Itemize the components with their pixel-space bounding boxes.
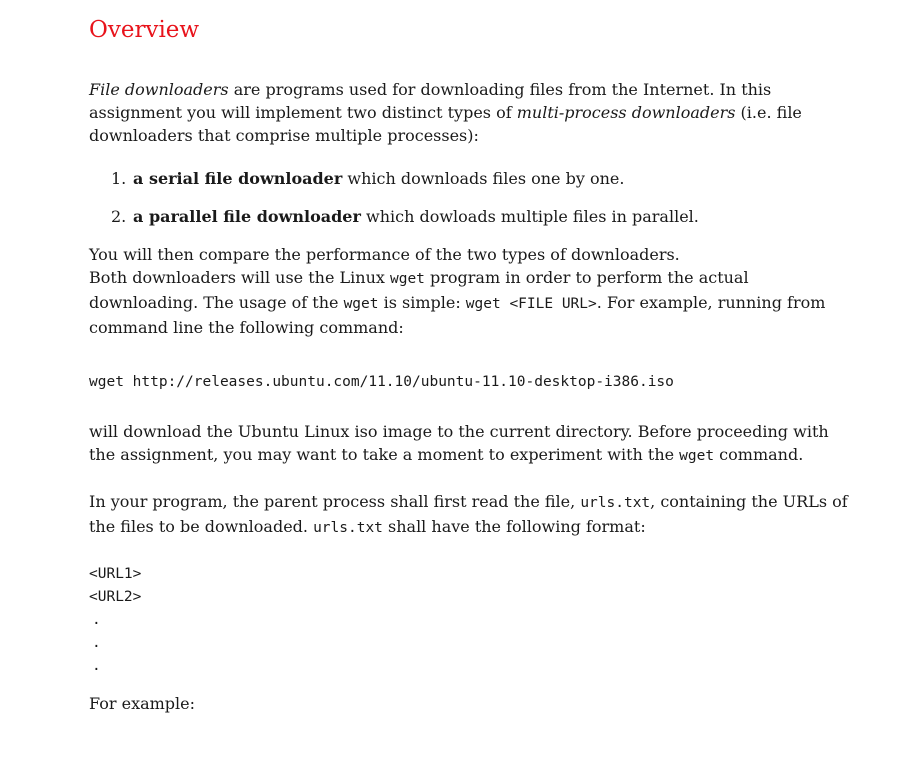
wget-code: wget: [343, 296, 379, 312]
section-title: Overview: [89, 17, 200, 43]
list-item: 1. a serial file downloader which downloads files one by one.: [111, 169, 625, 188]
compare-paragraph: You will then compare the performance of the two types of downloaders. Both downloaders will use the Linux wget program in order to perform the actual downloading. The usage of the wget is simple: wget <FILE URL>. For example, running from command line the following command:: [89, 245, 826, 337]
url-line: <URL1>: [89, 566, 142, 582]
download-result-paragraph: will download the Ubuntu Linux iso image to the current directory. Before proceeding with the assignment, you may want to take a moment to experiment with the wget command.: [89, 422, 829, 464]
intro-paragraph: File downloaders are programs used for downloading files from the Internet. In this assignment you will implement two distinct types of multi-process downloaders (i.e. file downloaders that comprise multiple processes):: [89, 80, 802, 145]
example-command: wget http://releases.ubuntu.com/11.10/ubuntu-11.10-desktop-i386.iso: [89, 374, 674, 390]
urls-format-block: [89, 563, 849, 678]
downloader-types-list: [111, 167, 849, 228]
ellipsis-dot: .: [92, 658, 101, 674]
urls-file-code: urls.txt: [313, 520, 383, 536]
program-paragraph: In your program, the parent process shall first read the file, urls.txt, containing the URLs of the files to be downloaded. urls.txt shall have the following format:: [89, 492, 848, 536]
ellipsis-dot: .: [92, 635, 101, 651]
wget-code: wget: [679, 448, 715, 464]
ellipsis-dot: .: [92, 612, 101, 628]
url-line: <URL2>: [89, 589, 142, 605]
term-multi-process-downloaders: multi-process downloaders: [516, 103, 736, 122]
document-page: [89, 14, 849, 715]
closing-text: For example:: [89, 694, 196, 713]
urls-file-code: urls.txt: [580, 495, 651, 511]
wget-usage-code: wget <FILE URL>: [465, 296, 597, 312]
list-item: 2. a parallel file downloader which dowloads multiple files in parallel.: [111, 207, 699, 226]
wget-code: wget: [389, 271, 425, 287]
term-file-downloaders: File downloaders: [89, 80, 229, 99]
